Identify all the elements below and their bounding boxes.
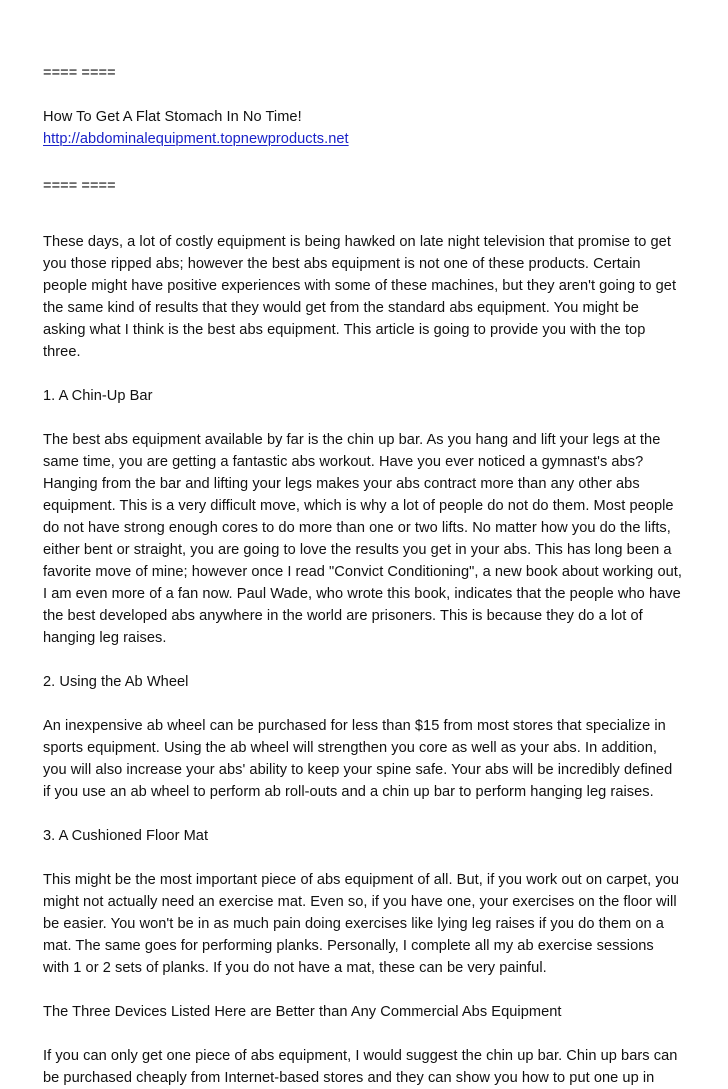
conclusion-paragraph [43, 1045, 693, 1089]
article-title: How To Get A Flat Stomach In No Time! [43, 109, 302, 125]
paragraph-line: three. [43, 344, 81, 360]
paragraph-line: you those ripped abs; however the best abs equipment is not one of these products. Certain [43, 256, 641, 272]
spacer [43, 407, 693, 429]
spacer [43, 84, 693, 106]
intro-paragraph [43, 231, 693, 363]
paragraph-line: sports equipment. Using the ab wheel will strengthen you core as well as your abs. In addition, [43, 740, 657, 756]
paragraph-line: with 1 or 2 sets of planks. If you do not have a mat, these can be very painful. [43, 960, 547, 976]
separator-top: ==== ==== [43, 65, 116, 81]
paragraph-line: Hanging from the bar and lifting your legs makes your abs contract more than any other abs [43, 476, 640, 492]
paragraph-line: either bent or straight, you are going to love the results you get in your abs. This has long been a [43, 542, 672, 558]
section-heading-conclusion: The Three Devices Listed Here are Better than Any Commercial Abs Equipment [43, 1004, 562, 1020]
paragraph-line: An inexpensive ab wheel can be purchased for less than $15 from most stores that specialize in [43, 718, 666, 734]
paragraph-line: might not actually need an exercise mat. Even so, if you have one, your exercises on the floor will [43, 894, 677, 910]
spacer [43, 150, 693, 175]
section-heading-chin-up-bar: 1. A Chin-Up Bar [43, 388, 153, 404]
source-link[interactable]: http://abdominalequipment.topnewproducts.net [43, 131, 349, 147]
spacer [43, 1023, 693, 1045]
paragraph-line: If you can only get one piece of abs equipment, I would suggest the chin up bar. Chin up bars can [43, 1048, 678, 1064]
paragraph-line: do not have strong enough cores to do more than one or two lifts. No matter how you do the lifts, [43, 520, 671, 536]
floor-mat-paragraph [43, 869, 693, 979]
paragraph-line: if you use an ab wheel to perform ab roll-outs and a chin up bar to perform hanging leg raises. [43, 784, 654, 800]
paragraph-line: you will also increase your abs' ability to keep your spine safe. Your abs will be incredibly defined [43, 762, 673, 778]
chin-up-bar-paragraph [43, 429, 693, 649]
spacer [43, 847, 693, 869]
spacer [43, 363, 693, 385]
paragraph-line: people might have positive experiences with some of these machines, but they aren't going to get [43, 278, 677, 294]
paragraph-line: the best developed abs anywhere in the world are prisoners. This is because they do a lot of [43, 608, 643, 624]
paragraph-line: favorite move of mine; however once I read "Convict Conditioning", a new book about working out, [43, 564, 682, 580]
spacer [43, 197, 693, 231]
paragraph-line: I am even more of a fan now. Paul Wade, who wrote this book, indicates that the people who have [43, 586, 681, 602]
spacer [43, 979, 693, 1001]
paragraph-line: The best abs equipment available by far is the chin up bar. As you hang and lift your legs at the [43, 432, 661, 448]
spacer [43, 649, 693, 671]
spacer [43, 693, 693, 715]
paragraph-line: hanging leg raises. [43, 630, 167, 646]
paragraph-line: This might be the most important piece of abs equipment of all. But, if you work out on carpet, you [43, 872, 680, 888]
paragraph-line: equipment. This is a very difficult move, which is why a lot of people do not do them. Most people [43, 498, 674, 514]
paragraph-line: be easier. You won't be in as much pain doing exercises like lying leg raises if you do them on a [43, 916, 664, 932]
paragraph-line: same time, you are getting a fantastic abs workout. Have you ever noticed a gymnast's abs? [43, 454, 644, 470]
section-heading-ab-wheel: 2. Using the Ab Wheel [43, 674, 189, 690]
separator-bottom: ==== ==== [43, 178, 116, 194]
section-heading-floor-mat: 3. A Cushioned Floor Mat [43, 828, 209, 844]
article-body [43, 62, 693, 1089]
paragraph-line: asking what I think is the best abs equipment. This article is going to provide you with the top [43, 322, 646, 338]
paragraph-line: These days, a lot of costly equipment is being hawked on late night television that promise to get [43, 234, 671, 250]
paragraph-line: mat. The same goes for performing planks. Personally, I complete all my ab exercise sessions [43, 938, 654, 954]
ab-wheel-paragraph [43, 715, 693, 803]
paragraph-line: the same kind of results that they would get from the standard abs equipment. You might be [43, 300, 639, 316]
spacer [43, 803, 693, 825]
paragraph-line: be purchased cheaply from Internet-based stores and they can show you how to put one up in [43, 1070, 655, 1086]
